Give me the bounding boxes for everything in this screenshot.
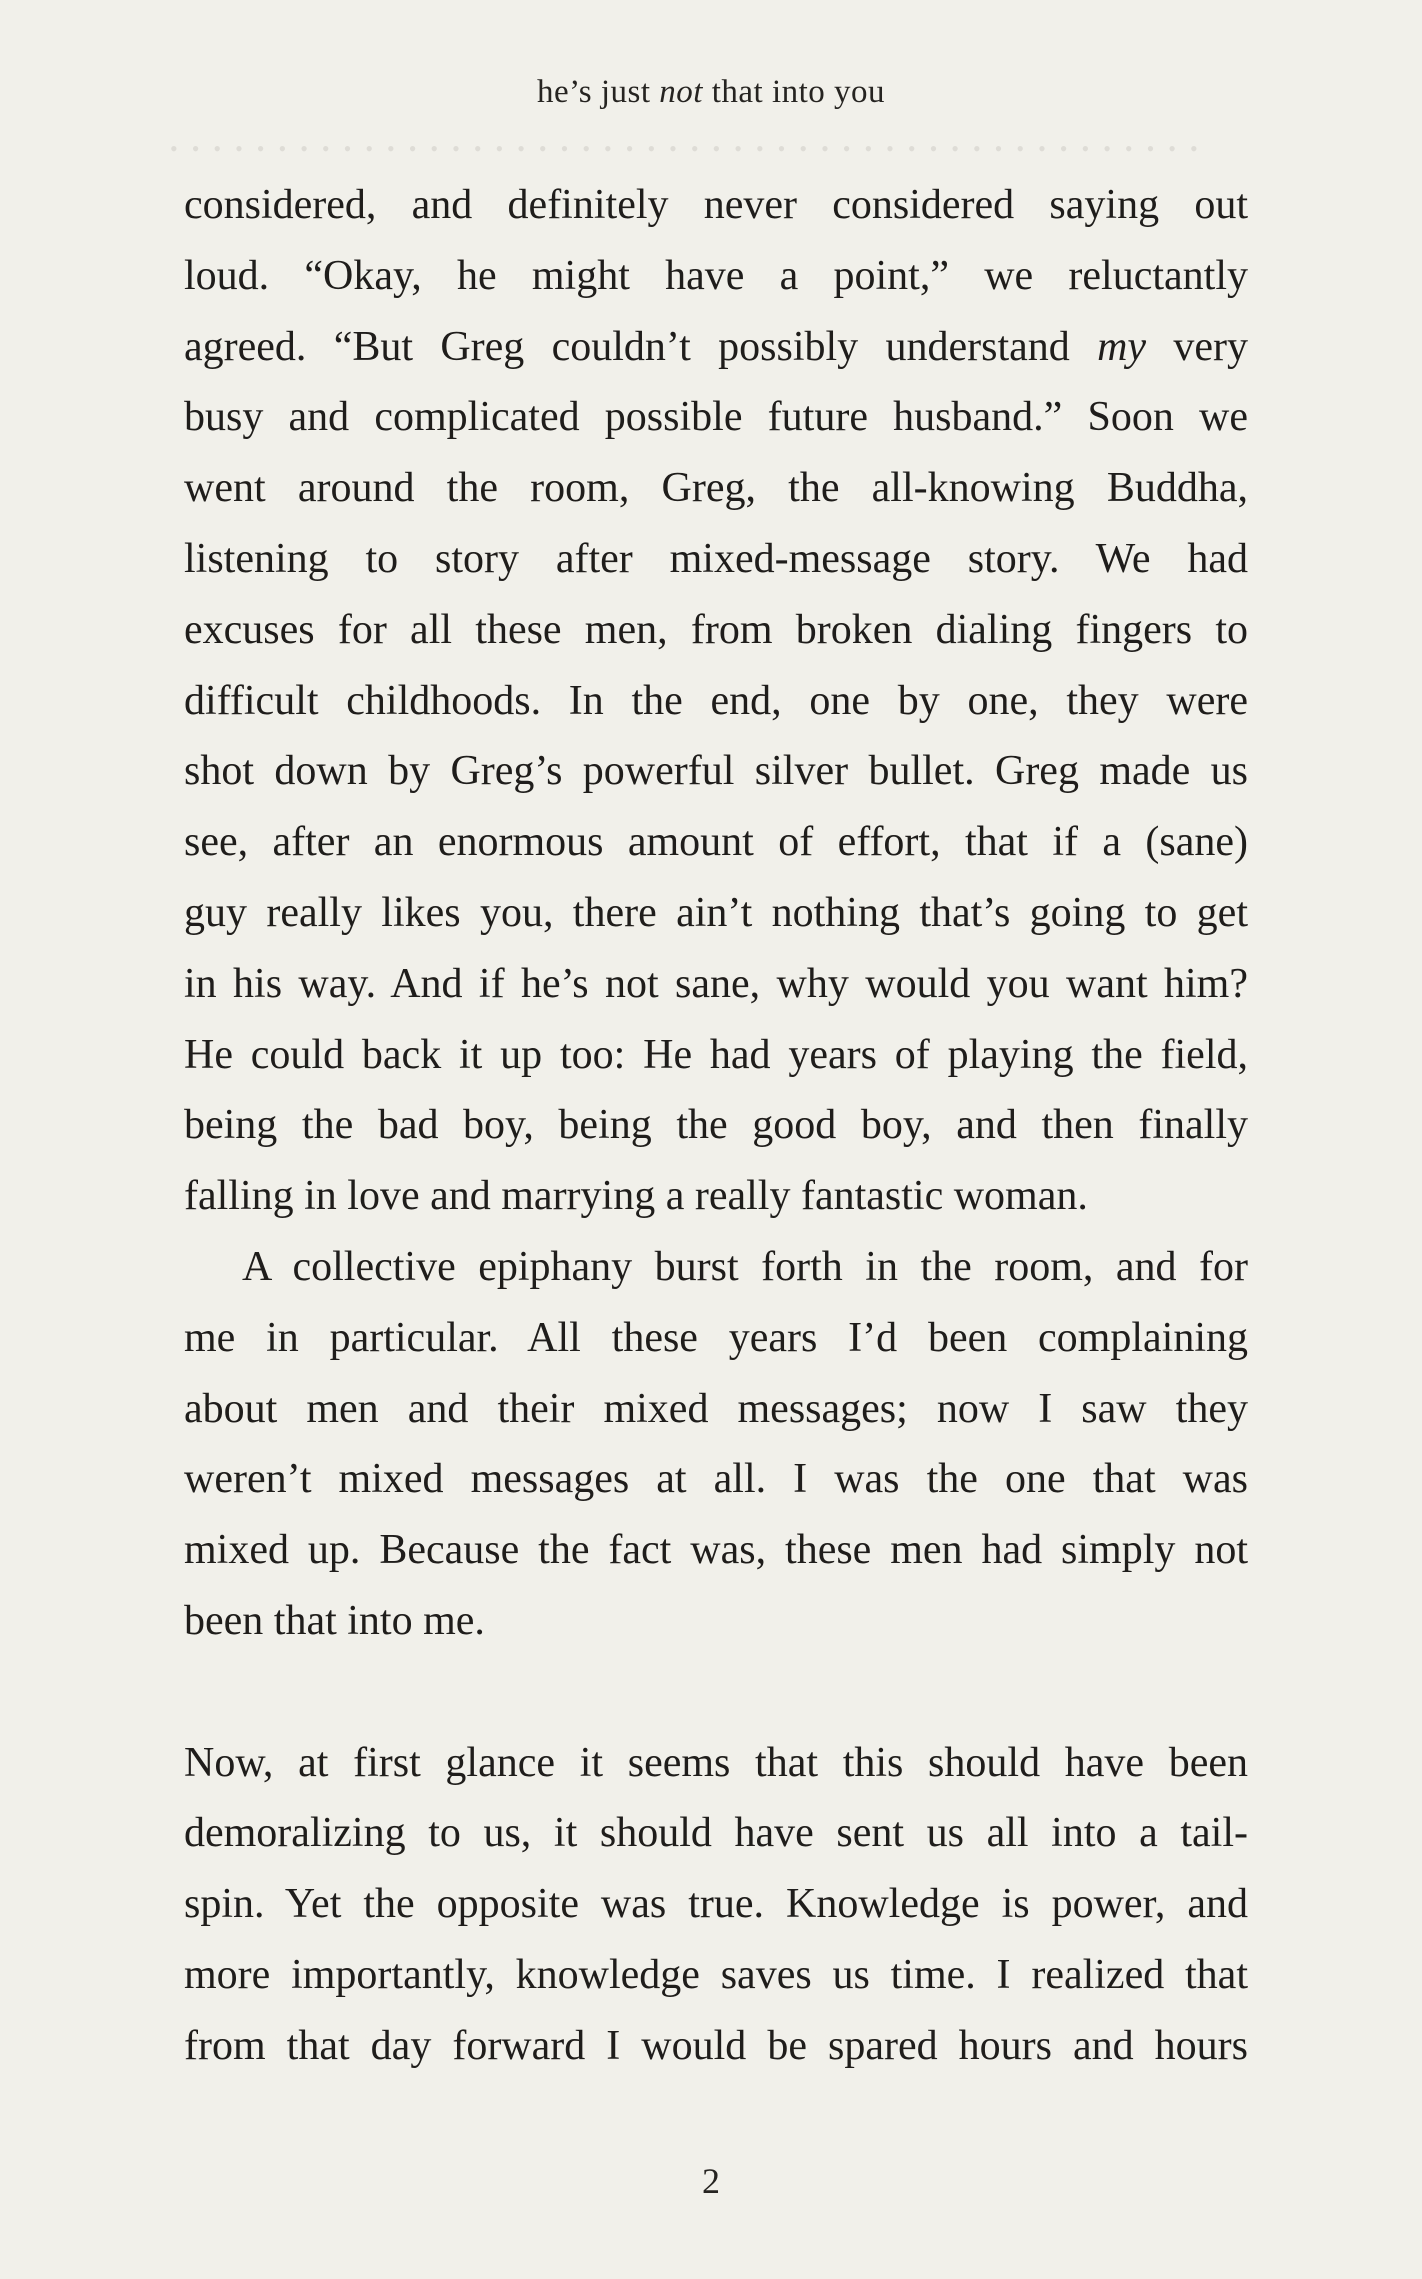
text-line: difficult childhoods. In the end, one by one, they were	[184, 677, 1248, 724]
text-line: been that into me.	[184, 1597, 485, 1644]
text-line: He could back it up too: He had years of playing the field,	[184, 1031, 1248, 1078]
emphasized-word: my	[1097, 323, 1147, 370]
text-line: more importantly, knowledge saves us time. I realized that	[184, 1951, 1248, 1998]
text-line: shot down by Greg’s powerful silver bullet. Greg made us	[184, 748, 1248, 795]
text-line: went around the room, Greg, the all-knowing Buddha,	[184, 465, 1248, 512]
text-line-part: very	[1146, 323, 1248, 370]
text-line: demoralizing to us, it should have sent us all into a tail-	[184, 1810, 1248, 1857]
text-line: falling in love and marrying a really fantastic woman.	[184, 1173, 1088, 1220]
paragraph-1	[184, 170, 1248, 1232]
text-line: excuses for all these men, from broken dialing fingers to	[184, 606, 1248, 653]
text-line-part: agreed. “But Greg couldn’t possibly understand	[184, 323, 1098, 370]
running-head	[0, 74, 1422, 111]
text-line: being the bad boy, being the good boy, and then finally	[184, 1102, 1248, 1149]
text-line	[184, 312, 1248, 383]
text-line: me in particular. All these years I’d been complaining	[184, 1314, 1248, 1361]
body-text	[184, 170, 1248, 2082]
text-line: loud. “Okay, he might have a point,” we reluctantly	[184, 252, 1248, 299]
running-head-before: he’s just	[536, 74, 660, 110]
text-line: busy and complicated possible future husband.” Soon we	[184, 394, 1248, 441]
show-through-ornament: ••••••••••••••••••••••••••••••••••••••••••••••••	[170, 136, 1212, 156]
section-break	[184, 1657, 1248, 1728]
running-head-after: that into you	[702, 74, 886, 110]
text-line: Now, at first glance it seems that this should have been	[184, 1739, 1248, 1786]
text-line: guy really likes you, there ain’t nothing that’s going to get	[184, 889, 1248, 936]
running-head-emphasis: not	[659, 74, 703, 110]
text-line: listening to story after mixed-message story. We had	[184, 535, 1248, 582]
text-line: in his way. And if he’s not sane, why would you want him?	[184, 960, 1248, 1007]
text-line: A collective epiphany burst forth in the room, and for	[242, 1243, 1248, 1290]
page-number: 2	[702, 2161, 720, 2201]
text-line: see, after an enormous amount of effort, that if a (sane)	[184, 819, 1248, 866]
paragraph-3	[184, 1728, 1248, 2082]
paragraph-2	[184, 1232, 1248, 1657]
text-line: spin. Yet the opposite was true. Knowledge is power, and	[184, 1881, 1248, 1928]
text-line: mixed up. Because the fact was, these men had simply not	[184, 1527, 1248, 1574]
text-line: from that day forward I would be spared hours and hours	[184, 2022, 1248, 2069]
text-line: weren’t mixed messages at all. I was the one that was	[184, 1456, 1248, 1503]
text-line: considered, and definitely never considered saying out	[184, 182, 1248, 228]
text-line: about men and their mixed messages; now I saw they	[184, 1385, 1248, 1432]
